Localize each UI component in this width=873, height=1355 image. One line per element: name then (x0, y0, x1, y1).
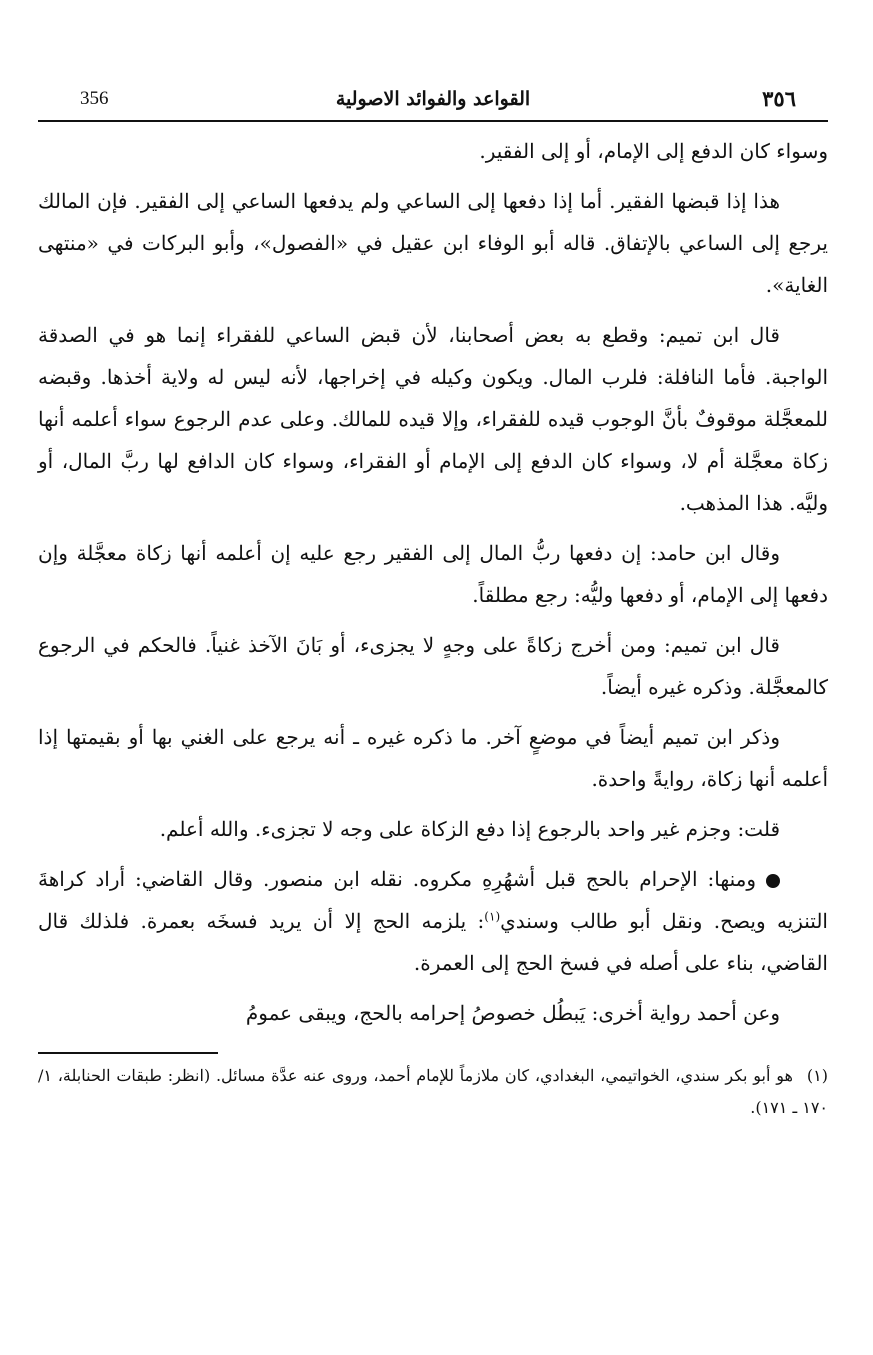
footnote-mark: (١) (806, 1066, 828, 1085)
page-number-latin: 356 (80, 88, 109, 109)
paragraph: وذكر ابن تميم أيضاً في موضعٍ آخر. ما ذكره غيره ـ أنه يرجع على الغني بها أو بقيمتها إذا أعلمه أنها زكاة، روايةً واحدة. (38, 725, 828, 791)
paragraph: قال ابن تميم: وقطع به بعض أصحابنا، لأن قبض الساعي للفقراء إنما هو في الصدقة الواجبة. فأما النافلة: فلرب المال. ويكون وكيله في إخراجها، لأنه ليس له ولاية أخذها. وقبضه للمعجَّلة موقوفٌ بأنَّ الوجوب قيده للفقراء، وإلا قيده للمالك. وعلى عدم الرجوع سواء أعلمه أنها زكاة معجَّلة أم لا، وسواء كان الدفع إلى الإمام أو الفقراء، وسواء كان الدافع لها ربَّ المال، أو وليَّه. هذا المذهب. (38, 323, 828, 515)
footnote (38, 1060, 828, 1124)
page-body (38, 122, 828, 1034)
footnote-divider (38, 1052, 218, 1054)
footnote-text: هو أبو بكر سندي، الخواتيمي، البغدادي، كان ملازماً للإمام أحمد، وروى عنه عدَّة مسائل. (انظر: طبقات الحنابلة، ١/ ١٧٠ ـ ١٧١). (38, 1066, 828, 1117)
paragraph: وعن أحمد رواية أخرى: يَبطُل خصوصُ إحرامه بالحج، ويبقى عمومُ (245, 1001, 780, 1025)
bullet-text-start: ومنها: الإحرام بالحج قبل أشهُرِهِ مكروه. نقله ابن منصور. وقال القاضي: أراد كراهةَ التنزيه ويصح. ونقل أبو طالب وسندي (38, 867, 828, 933)
paragraph: قلت: وجزم غير واحد بالرجوع إذا دفع الزكاة على وجه لا تجزىء. والله أعلم. (159, 817, 780, 841)
paragraph: وقال ابن حامد: إن دفعها ربُّ المال إلى الفقير رجع عليه إن أعلمه أنها زكاة معجَّلة وإن دفعها إلى الإمام، أو دفعها وليُّه: رجع مطلقاً. (38, 541, 828, 607)
book-page (38, 78, 828, 1132)
running-header (38, 78, 828, 122)
footnotes (38, 1060, 828, 1124)
book-title: القواعد والفوائد الاصولية (335, 88, 531, 110)
bullet-paragraph (38, 858, 828, 984)
paragraph: وسواء كان الدفع إلى الإمام، أو إلى الفقير. (479, 139, 828, 163)
bullet-text-end: : يلزمه الحج إلا أن يريد فسخَه بعمرة. فلذلك قال القاضي، بناء على أصله في فسخ الحج إلى العمرة. (38, 909, 828, 975)
footnote-reference[interactable]: (١) (484, 909, 501, 924)
paragraph: هذا إذا قبضها الفقير. أما إذا دفعها إلى الساعي ولم يدفعها الساعي إلى الفقير. فإن المالك يرجع إلى الساعي بالإتفاق. قاله أبو الوفاء ابن عقيل في «الفصول»، وأبو البركات في «منتهى الغاية». (38, 189, 828, 297)
paragraph: قال ابن تميم: ومن أخرج زكاةً على وجهٍ لا يجزىء، أو بَانَ الآخذ غنياً. فالحكم في الرجوع كالمعجَّلة. وذكره غيره أيضاً. (38, 633, 828, 699)
page-number-arabic: ٣٥٦ (762, 86, 796, 111)
bullet-icon (766, 874, 780, 888)
